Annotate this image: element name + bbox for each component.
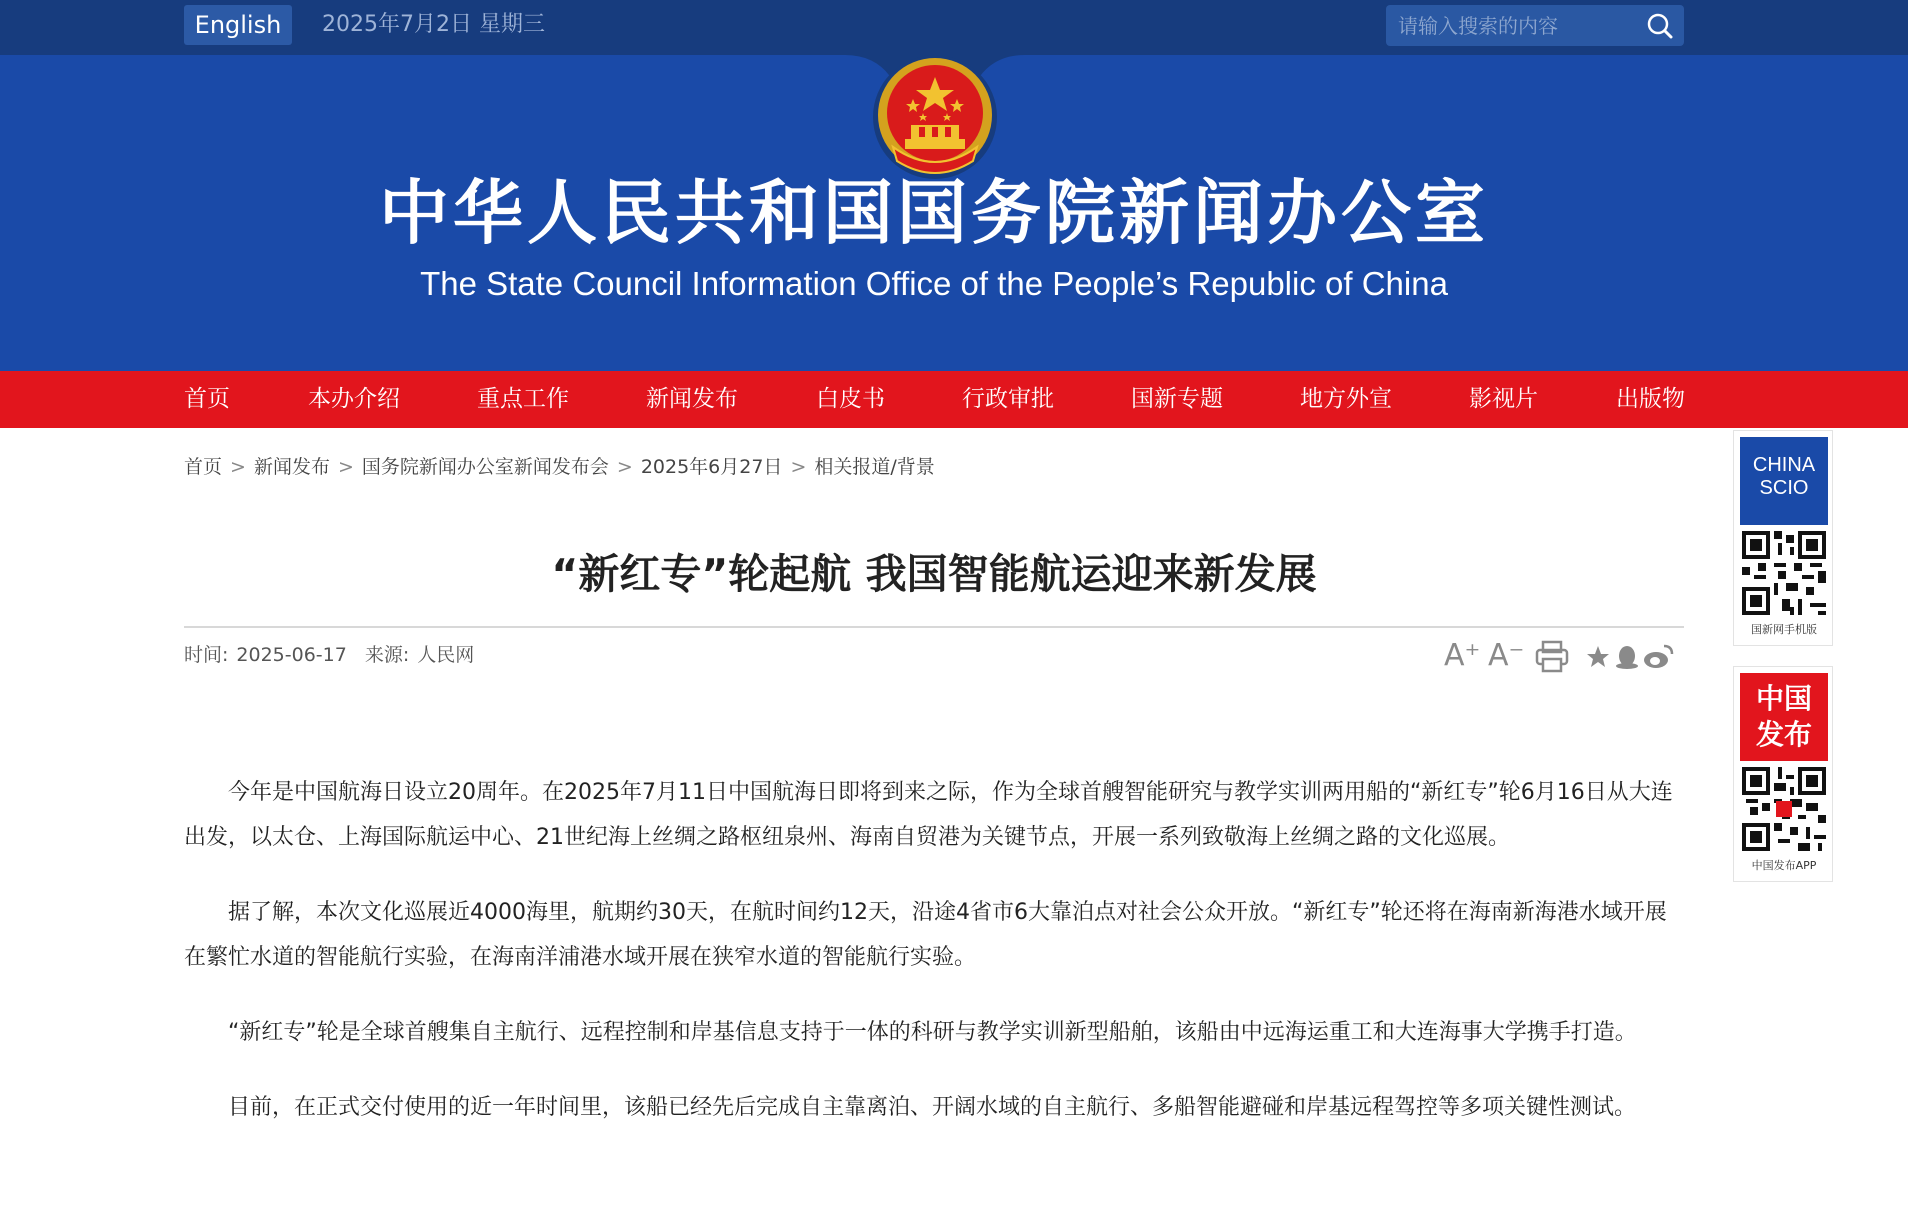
title-divider (184, 626, 1684, 628)
article-paragraph: 今年是中国航海日设立20周年。在2025年7月11日中国航海日即将到来之际，作为全球首艘智能研究与教学实训两用船的“新红专”轮6月16日从大连出发，以太仓、上海国际航运中心、21世纪海上丝绸之路枢纽泉州、海南自贸港为关键节点，开展一系列致敬海上丝绸之路的文化巡展。 (184, 780, 1673, 850)
china-scio-logo (1740, 437, 1828, 525)
article-paragraph: 据了解，本次文化巡展近4000海里，航期约30天，在航时间约12天，沿途4省市6大靠泊点对社会公众开放。“新红专”轮还将在海南新海港水域开展在繁忙水道的智能航行实验，在海南洋浦港水域开展在狭窄水道的智能航行实验。 (184, 900, 1667, 970)
article-title: “新红专”轮起航 我国智能航运迎来新发展 (551, 550, 1317, 598)
breadcrumb-date[interactable]: 2025年6月27日 (640, 456, 783, 478)
main-nav (0, 371, 1908, 428)
nav-item-films[interactable]: 影视片 (1469, 386, 1538, 412)
qr-caption: 中国发布APP (1751, 859, 1817, 872)
site-subtitle: The State Council Information Office of the People’s Republic of China (420, 265, 1448, 302)
english-button[interactable]: English (184, 5, 292, 45)
article-meta (184, 640, 482, 670)
scio-mobile-card[interactable] (1733, 430, 1833, 646)
site-title: 中华人民共和国国务院新闻办公室 (379, 172, 1489, 254)
breadcrumb (184, 452, 935, 482)
scio-logo-line1: CHINA (1752, 454, 1816, 476)
breadcrumb-press-release[interactable]: 新闻发布 (253, 456, 330, 478)
breadcrumb-separator: > (616, 456, 633, 478)
release-logo-line2: 发布 (1755, 718, 1812, 751)
font-increase-button[interactable]: A⁺ (1444, 638, 1481, 673)
weibo-share-icon[interactable] (1642, 636, 1674, 676)
breadcrumb-home[interactable]: 首页 (184, 456, 223, 478)
nav-item-topics[interactable]: 国新专题 (1131, 386, 1223, 412)
article-paragraph: 目前，在正式交付使用的近一年时间里，该船已经先后完成自主靠离泊、开阔水域的自主航行、多船智能避碰和岸基远程驾控等多项关键性测试。 (228, 1095, 1637, 1120)
breadcrumb-separator: > (337, 456, 354, 478)
breadcrumb-separator: > (230, 456, 246, 478)
article-body (184, 770, 1684, 1160)
article-tools (1444, 636, 1684, 676)
release-logo-line1: 中国 (1755, 682, 1812, 715)
top-bar (0, 0, 1908, 55)
breadcrumb-conference[interactable]: 国务院新闻办公室新闻发布会 (361, 456, 609, 478)
article-paragraph: “新红专”轮是全球首艘集自主航行、远程控制和岸基信息支持于一体的科研与教学实训新型船舶，该船由中远海运重工和大连海事大学携手打造。 (228, 1020, 1637, 1045)
current-date: 2025年7月2日 星期三 (322, 12, 545, 37)
publish-date: 2025-06-17 (236, 644, 347, 666)
nav-item-local[interactable]: 地方外宣 (1300, 386, 1392, 412)
breadcrumb-separator: > (790, 456, 807, 478)
nav-item-approval[interactable]: 行政审批 (962, 386, 1054, 412)
search-input[interactable] (1398, 5, 1638, 46)
search-box (1386, 5, 1684, 46)
nav-item-about[interactable]: 本办介绍 (308, 386, 400, 412)
source-value: 人民网 (417, 644, 475, 666)
scio-logo-line2: SCIO (1759, 477, 1809, 499)
favorite-star-icon[interactable] (1584, 636, 1612, 676)
china-release-logo (1740, 673, 1828, 761)
nav-item-white-papers[interactable]: 白皮书 (816, 386, 885, 412)
print-icon[interactable] (1534, 636, 1570, 676)
nav-item-press-release[interactable]: 新闻发布 (646, 386, 738, 412)
breadcrumb-related[interactable]: 相关报道/背景 (814, 456, 935, 478)
china-release-app-card[interactable] (1733, 666, 1833, 882)
font-decrease-button[interactable]: A⁻ (1488, 638, 1525, 673)
qr-code-icon (1742, 531, 1826, 615)
time-label: 时间: (184, 644, 229, 666)
nav-item-key-work[interactable]: 重点工作 (477, 386, 569, 412)
qr-caption: 国新网手机版 (1751, 623, 1817, 636)
nav-item-home[interactable]: 首页 (184, 386, 230, 412)
qr-code-icon (1742, 767, 1826, 851)
nav-item-publications[interactable]: 出版物 (1616, 386, 1685, 412)
qq-share-icon[interactable] (1614, 636, 1640, 676)
search-icon[interactable] (1646, 12, 1674, 40)
site-banner (0, 55, 1908, 371)
source-label: 来源: (364, 644, 410, 666)
